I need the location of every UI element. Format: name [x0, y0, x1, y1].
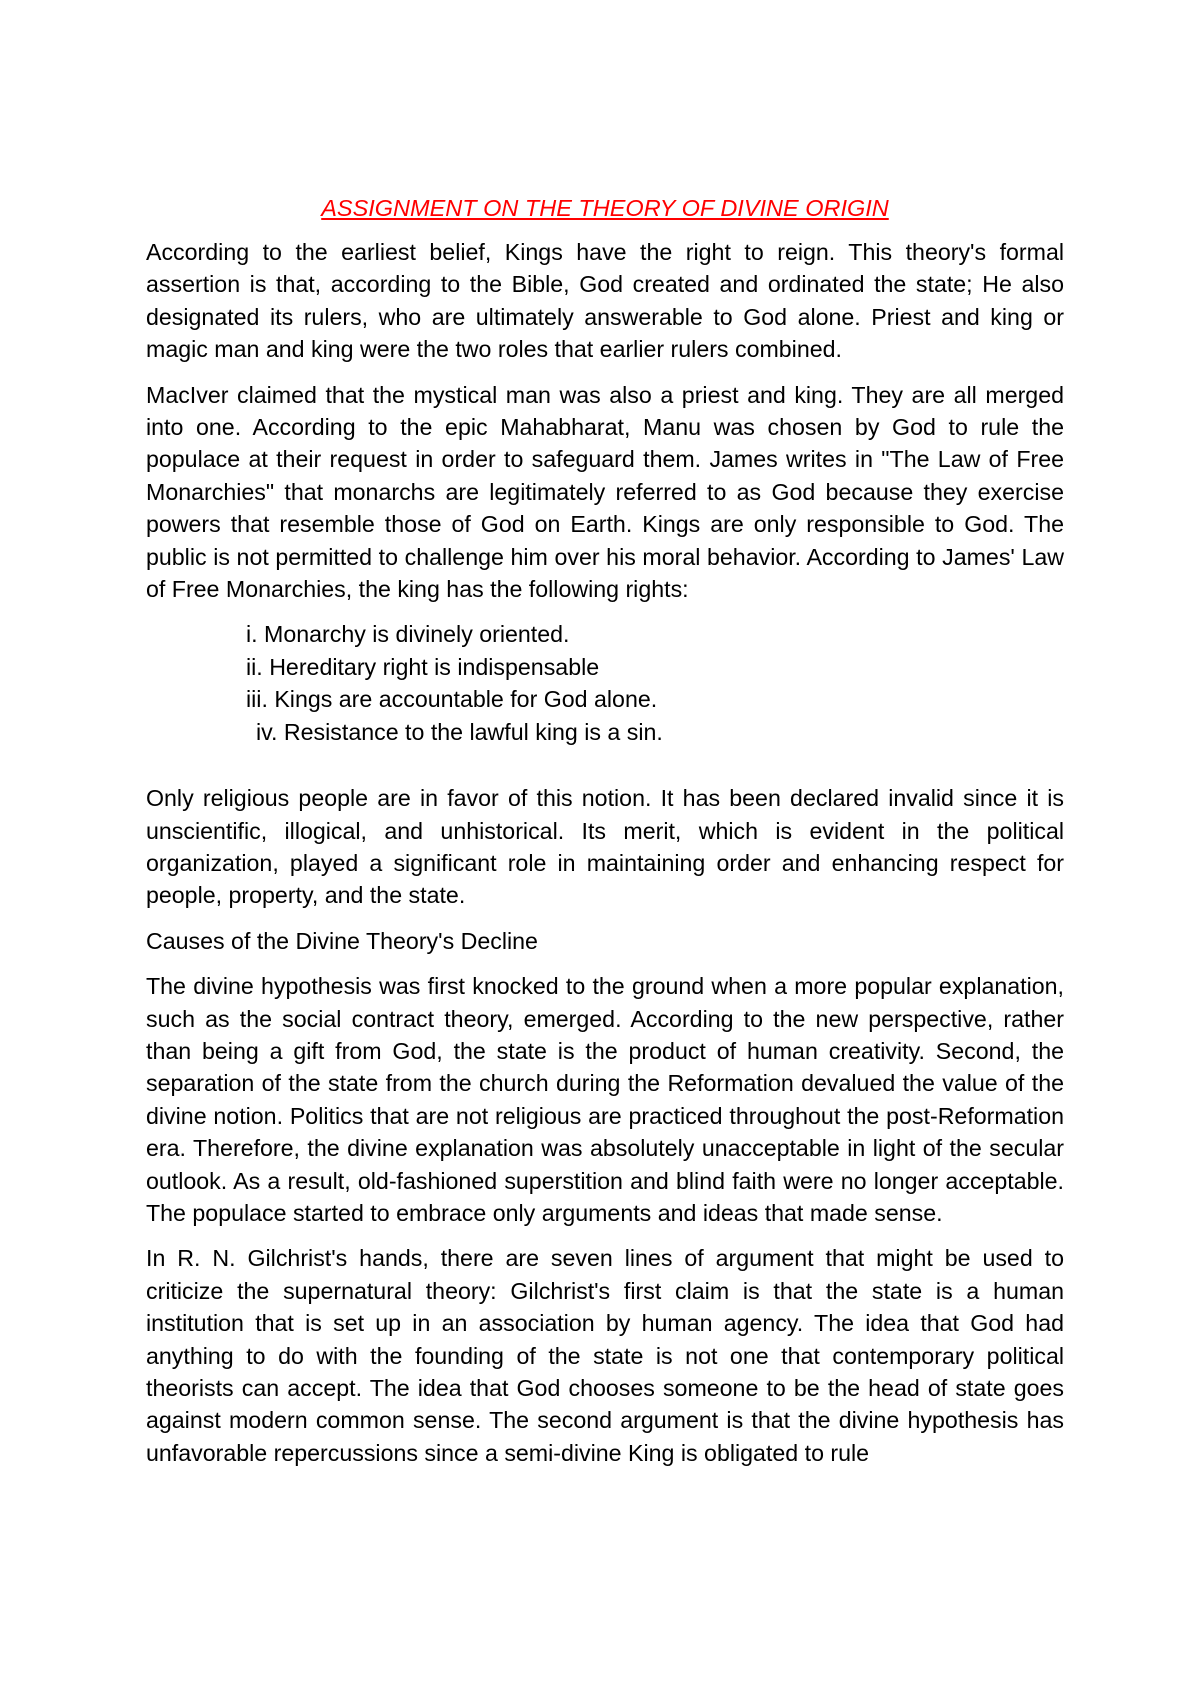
- document-title: ASSIGNMENT ON THE THEORY OF DIVINE ORIGIN: [321, 195, 889, 221]
- paragraph-decline: The divine hypothesis was first knocked to the ground when a more popular explanation, such as the social contract theory, emerged. According to the new perspective, rather than being a gift from God, the state is the product of human creativity. Second, the separation of the state from the church during the Reformation devalued the value of the divine notion. Politics that are not religious are practiced throughout the post-Reformation era. Therefore, the divine explanation was absolutely unacceptable in light of the secular outlook. As a result, old-fashioned superstition and blind faith were no longer acceptable. The populace started to embrace only arguments and ideas that made sense.: [146, 973, 1064, 1226]
- rights-list-item: iii. Kings are accountable for God alone.: [246, 686, 658, 713]
- paragraph-intro: According to the earliest belief, Kings have the right to reign. This theory's formal assertion is that, according to the Bible, God created and ordinated the state; He also designated its rulers, who are ultimately answerable to God alone. Priest and king or magic man and king were the two roles that earlier rulers combined.: [146, 239, 1064, 363]
- rights-list-item: ii. Hereditary right is indispensable: [246, 653, 600, 680]
- rights-list: [146, 618, 1064, 748]
- paragraph-maciver: MacIver claimed that the mystical man was also a priest and king. They are all merged into one. According to the epic Mahabharat, Manu was chosen by God to rule the populace at their request in order to safeguard them. James writes in "The Law of Free Monarchies" that monarchs are legitimately referred to as God because they exercise powers that resemble those of God on Earth. Kings are only responsible to God. The public is not permitted to challenge him over his moral behavior. According to James' Law of Free Monarchies, the king has the following rights:: [146, 381, 1064, 603]
- section-subheading: Causes of the Divine Theory's Decline: [146, 927, 538, 954]
- paragraph-religious: Only religious people are in favor of this notion. It has been declared invalid since it is unscientific, illogical, and unhistorical. Its merit, which is evident in the political organization, played a significant role in maintaining order and enhancing respect for people, property, and the state.: [146, 785, 1064, 909]
- rights-list-item: iv. Resistance to the lawful king is a sin.: [256, 718, 663, 745]
- paragraph-gilchrist: In R. N. Gilchrist's hands, there are seven lines of argument that might be used to criticize the supernatural theory: Gilchrist's first claim is that the state is a human institution that is set up in an association by human agency. The idea that God had anything to do with the founding of the state is not one that contemporary political theorists can accept. The idea that God chooses someone to be the head of state goes against modern common sense. The second argument is that the divine hypothesis has unfavorable repercussions since a semi-divine King is obligated to rule: [146, 1245, 1064, 1466]
- document-body: [146, 192, 1064, 1482]
- rights-list-item: i. Monarchy is divinely oriented.: [246, 621, 570, 648]
